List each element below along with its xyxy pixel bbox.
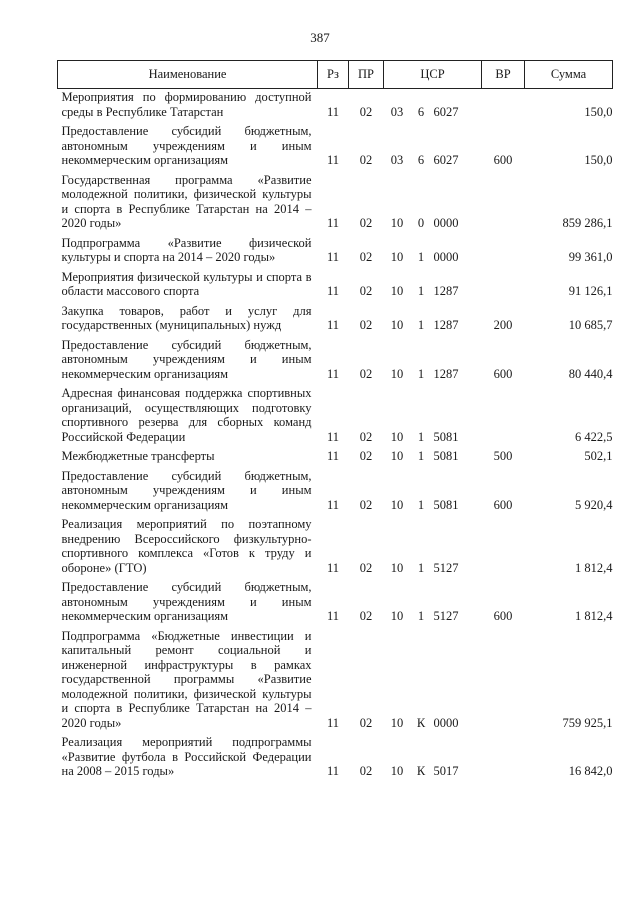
row-name: Предоставление субсидий бюджетным, автономным учреждениям и иным некоммерческим организациям [61,337,312,381]
row-vr [482,624,525,731]
row-csr-program: 10 [390,216,404,230]
row-pr: 02 [359,216,373,230]
row-csr-subprogram: 6 [417,153,425,167]
row-pr: 02 [359,764,373,778]
row-csr-subprogram: 1 [417,250,425,264]
row-sum: 99 361,0 [568,250,613,264]
row-pr: 02 [359,429,373,444]
row-pr: 02 [359,250,373,264]
table-row [58,512,613,575]
row-rz: 11 [326,609,340,623]
row-csr-direction: 5081 [433,449,459,463]
row-csr-subprogram: 1 [417,366,425,381]
row-sum: 759 925,1 [562,715,613,730]
page-number: 387 [310,30,330,45]
row-pr: 02 [359,104,373,119]
row-csr-subprogram: 1 [417,284,425,298]
row-csr-program: 10 [390,429,404,444]
row-pr: 02 [359,318,373,332]
row-pr: 02 [359,153,373,167]
row-csr-subprogram: 1 [417,560,425,575]
row-csr-direction: 1287 [433,366,459,381]
row-sum: 16 842,0 [568,764,613,778]
table-header [58,61,613,89]
row-rz: 11 [326,250,340,264]
row-csr-direction: 6027 [433,153,459,167]
row-rz: 11 [326,497,340,512]
header-rz: Рз [318,61,349,89]
row-csr-direction: 5127 [433,609,459,623]
row-csr-program: 10 [390,560,404,575]
row-csr-subprogram: 1 [417,429,425,444]
table-row [58,265,613,299]
row-vr [482,381,525,444]
row-sum: 502,1 [584,449,613,463]
row-csr-direction: 5127 [433,560,459,575]
row-csr-subprogram: 1 [417,497,425,512]
row-vr: 500 [493,449,513,463]
row-csr-subprogram: 1 [417,449,425,463]
table-row [58,231,613,265]
row-pr: 02 [359,449,373,463]
row-csr-program: 10 [390,609,404,623]
row-name: Государственная программа «Развитие молодежной политики, физической культуры и спорта в Республике Татарстан на 2014 – 2020 годы» [61,172,312,230]
row-rz: 11 [326,284,340,298]
row-pr: 02 [359,715,373,730]
row-name: Мероприятия по формированию доступной среды в Республике Татарстан [61,90,312,119]
row-rz: 11 [326,366,340,381]
table-row [58,333,613,382]
row-rz: 11 [326,560,340,575]
row-csr-direction: 0000 [433,250,459,264]
row-name: Предоставление субсидий бюджетным, автономным учреждениям и иным некоммерческим организациям [61,580,312,623]
row-vr [482,730,525,779]
row-name: Реализация мероприятий по поэтапному внедрению Всероссийского физкультурно-спортивного комплекса «Готов к труду и обороне» (ГТО) [61,517,312,575]
row-vr [482,231,525,265]
table-row [58,381,613,444]
table-row [58,575,613,624]
row-sum: 1 812,4 [575,609,613,623]
row-rz: 11 [326,449,340,463]
row-csr-program: 10 [390,250,404,264]
row-name: Закупка товаров, работ и услуг для государственных (муниципальных) нужд [61,303,312,332]
row-csr-program: 10 [390,318,404,332]
row-vr: 200 [493,318,513,332]
row-sum: 5 920,4 [575,497,613,512]
row-csr-program: 10 [390,449,404,463]
table-row [58,119,613,168]
row-sum: 10 685,7 [568,318,613,332]
row-rz: 11 [326,764,340,778]
row-csr-direction: 5081 [433,497,459,512]
table-row [58,464,613,513]
row-sum: 6 422,5 [575,429,613,444]
row-vr: 600 [493,497,513,512]
table-row [58,624,613,731]
row-vr: 600 [493,153,513,167]
row-csr-direction: 1287 [433,284,459,298]
header-csr: ЦСР [384,61,482,89]
row-csr-direction: 5017 [433,764,459,778]
table-row [58,730,613,779]
row-csr-program: 03 [390,153,404,167]
row-pr: 02 [359,284,373,298]
budget-table [57,60,613,779]
row-csr-program: 10 [390,497,404,512]
row-csr-subprogram: 1 [417,318,425,332]
row-vr [482,265,525,299]
row-csr-subprogram: 1 [417,609,425,623]
row-vr [482,168,525,231]
row-csr-subprogram: К [416,764,426,778]
table-body [58,89,613,779]
header-sum: Сумма [525,61,613,89]
row-name: Подпрограмма «Развитие физической культуры и спорта на 2014 – 2020 годы» [61,235,312,264]
row-csr-subprogram: К [416,715,426,730]
row-sum: 150,0 [584,153,613,167]
row-rz: 11 [326,318,340,332]
row-sum: 859 286,1 [562,216,613,230]
row-rz: 11 [326,216,340,230]
table-row [58,168,613,231]
row-vr [482,89,525,120]
row-csr-direction: 6027 [433,104,459,119]
row-name: Межбюджетные трансферты [61,449,215,463]
row-pr: 02 [359,366,373,381]
row-name: Адресная финансовая поддержка спортивных организаций, осуществляющих подготовку спортивного резерва для сборных команд Российской Федерации [61,386,312,444]
row-csr-subprogram: 0 [417,216,425,230]
row-csr-program: 10 [390,764,404,778]
header-name: Наименование [58,61,318,89]
row-csr-program: 10 [390,715,404,730]
row-pr: 02 [359,609,373,623]
row-vr [482,512,525,575]
row-csr-program: 10 [390,284,404,298]
row-sum: 150,0 [584,104,613,119]
row-name: Мероприятия физической культуры и спорта в области массового спорта [61,269,312,298]
row-pr: 02 [359,560,373,575]
table-row [58,299,613,333]
header-vr: ВР [482,61,525,89]
row-sum: 1 812,4 [575,560,613,575]
row-csr-direction: 5081 [433,429,459,444]
row-vr: 600 [493,366,513,381]
row-csr-direction: 0000 [433,715,459,730]
row-rz: 11 [326,715,340,730]
table-row [58,89,613,120]
row-rz: 11 [326,104,340,119]
row-rz: 11 [326,153,340,167]
row-csr-program: 03 [390,104,404,119]
row-pr: 02 [359,497,373,512]
row-sum: 91 126,1 [568,284,613,298]
row-rz: 11 [326,429,340,444]
row-csr-direction: 1287 [433,318,459,332]
row-csr-direction: 0000 [433,216,459,230]
row-name: Предоставление субсидий бюджетным, автономным учреждениям и иным некоммерческим организациям [61,468,312,512]
row-name: Реализация мероприятий подпрограммы «Развитие футбола в Российской Федерации на 2008 – 2015 годы» [61,735,312,778]
row-csr-subprogram: 6 [417,104,425,119]
row-name: Предоставление субсидий бюджетным, автономным учреждениям и иным некоммерческим организациям [61,124,312,167]
row-vr: 600 [493,609,513,623]
row-name: Подпрограмма «Бюджетные инвестиции и капитальный ремонт социальной и инженерной инфраструктуры в рамках государственной программы «Развитие молодежной политики, физической культуры и спорта в Республике Татарстан на 2014 – 2020 годы» [61,628,312,730]
row-csr-program: 10 [390,366,404,381]
table-row [58,444,613,464]
header-pr: ПР [349,61,384,89]
row-sum: 80 440,4 [568,366,613,381]
